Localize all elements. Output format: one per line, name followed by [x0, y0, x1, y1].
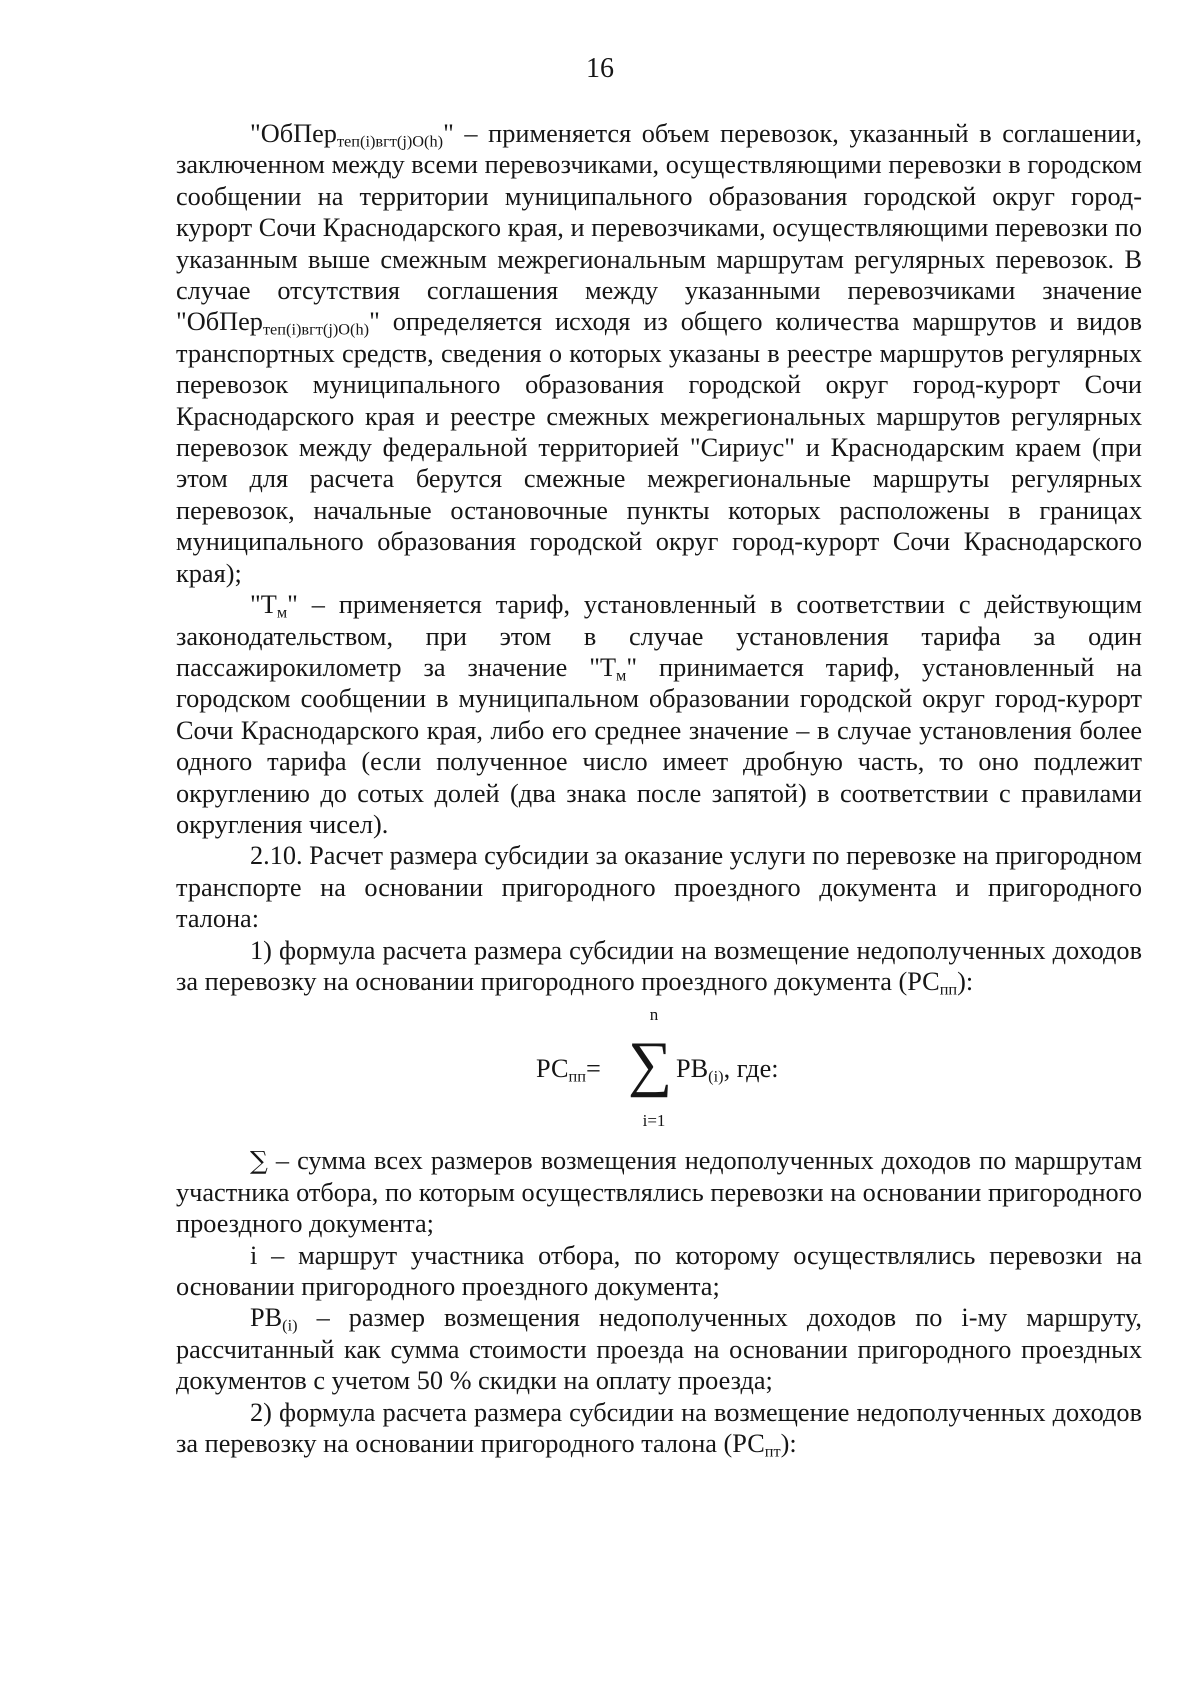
paragraph-text: " принимается тариф, установленный на городском сообщении в муниципальном образовании городской округ город-курорт Сочи Краснодарского края, либо его среднее значение – в случае установления более одного тарифа (если полученное число имеет дробную часть, то оно подлежит округлению до сотых долей (два знака после запятой) в соответствии с правилами округления чисел). — [176, 652, 1143, 839]
term-obper: ОбПер — [186, 307, 263, 337]
sigma-inline-symbol: ∑ — [250, 1146, 268, 1176]
formula-lhs-subscript: пп — [568, 1066, 586, 1086]
paragraph-text: " определяется исходя из общего количества маршрутов и видов транспортных средств, сведения о которых указаны в реестре маршрутов регулярных перевозок муниципального образования городской округ город-курорт Сочи Краснодарского края и реестре смежных межрегиональных маршрутов регулярных перевозок между федеральной территорией "Сириус" и Краснодарским краем (при этом для расчета берутся смежные межрегиональные маршруты регулярных перевозок, начальные остановочные пункты которых расположены в границах муниципального образования городской округ город-курорт Сочи Краснодарского края); — [176, 307, 1142, 588]
rspp-subscript: пп — [939, 979, 958, 999]
formula-lhs — [536, 1053, 601, 1084]
quote-mark: " — [443, 119, 454, 148]
term-tm: Т — [260, 590, 277, 620]
paragraph-formula-1-intro — [176, 935, 1142, 998]
paragraph-text: 1) формула расчета размера субсидии на возмещение недополученных доходов за перевозку на основании пригородного проездного документа (РС — [176, 935, 1142, 996]
paragraph-sigma-definition — [176, 1145, 1142, 1239]
paragraph-text: ): — [780, 1429, 797, 1459]
paragraph-i-definition: i – маршрут участника отбора, по которому осуществлялись перевозки на основании пригородного проездного документа; — [176, 1240, 1142, 1301]
formula-rhs — [676, 1053, 779, 1084]
paragraph-obper-definition — [176, 118, 1142, 589]
term-obper-subscript: теп(i)вгт(j)O(h) — [262, 320, 370, 339]
summation-formula — [536, 1005, 856, 1131]
sigma-lower-limit: i=1 — [642, 1111, 666, 1131]
formula-term-subscript: (i) — [708, 1066, 724, 1086]
document-body — [176, 118, 1142, 1459]
term-obper-subscript: теп(i)вгт(j)O(h) — [336, 131, 444, 151]
term-tm: Т — [599, 652, 617, 682]
paragraph-text: 2) формула расчета размера субсидии на возмещение недополученных доходов за перевозку на основании пригородного талона (РС — [176, 1397, 1142, 1459]
formula-block — [176, 997, 1142, 1145]
term-rv: РВ — [250, 1303, 283, 1333]
formula-lhs-symbol: РС — [536, 1054, 569, 1084]
formula-equals: = — [585, 1054, 601, 1084]
paragraph-tm-definition — [176, 589, 1142, 840]
formula-tail: , где: — [723, 1054, 779, 1084]
term-tm-subscript: м — [616, 665, 627, 685]
paragraph-text: – сумма всех размеров возмещения недополученных доходов по маршрутам участника отбора, по которым осуществлялись перевозки на основании пригородного проездного документа; — [176, 1146, 1142, 1239]
sigma-upper-limit: n — [649, 1005, 659, 1025]
sigma-symbol: ∑ — [628, 1030, 673, 1099]
paragraph-text: – размер возмещения недополученных доходов по i-му маршруту, рассчитанный как сумма стоимости проезда на основании пригородного проездных документов с учетом 50 % скидки на оплату проезда; — [176, 1303, 1142, 1396]
formula-term: РВ — [676, 1054, 709, 1084]
term-tm-subscript: м — [276, 602, 288, 622]
paragraph-text: ): — [957, 966, 974, 996]
paragraph-formula-2-intro — [176, 1397, 1142, 1460]
term-obper: ОбПер — [260, 119, 337, 148]
paragraph-text: " – применяется тариф, установленный в соответствии с действующим законодательством, при этом в случае установления тарифа за один пассажирокилометр за значение " — [176, 590, 1142, 682]
paragraph-section-2-10: 2.10. Расчет размера субсидии за оказание услуги по перевозке на пригородном транспорте на основании пригородного проездного документа и пригородного талона: — [176, 841, 1142, 934]
rspt-subscript: пт — [764, 1441, 781, 1461]
quote-mark: " — [250, 590, 261, 620]
quote-mark: " — [250, 119, 261, 148]
page-number: 16 — [586, 53, 614, 84]
paragraph-rv-definition — [176, 1302, 1142, 1396]
paragraph-text: – применяется объем перевозок, указанный в соглашении, заключенном между всеми перевозчиками, осуществляющими перевозки в городском сообщении на территории муниципального образования городской округ город-курорт Сочи Краснодарского края, и перевозчиками, осуществляющими перевозки по указанным выше смежным межрегиональным маршрутам регулярных перевозок. В случае отсутствия соглашения между указанными перевозчиками значение " — [176, 119, 1142, 337]
term-rv-subscript: (i) — [282, 1315, 298, 1335]
